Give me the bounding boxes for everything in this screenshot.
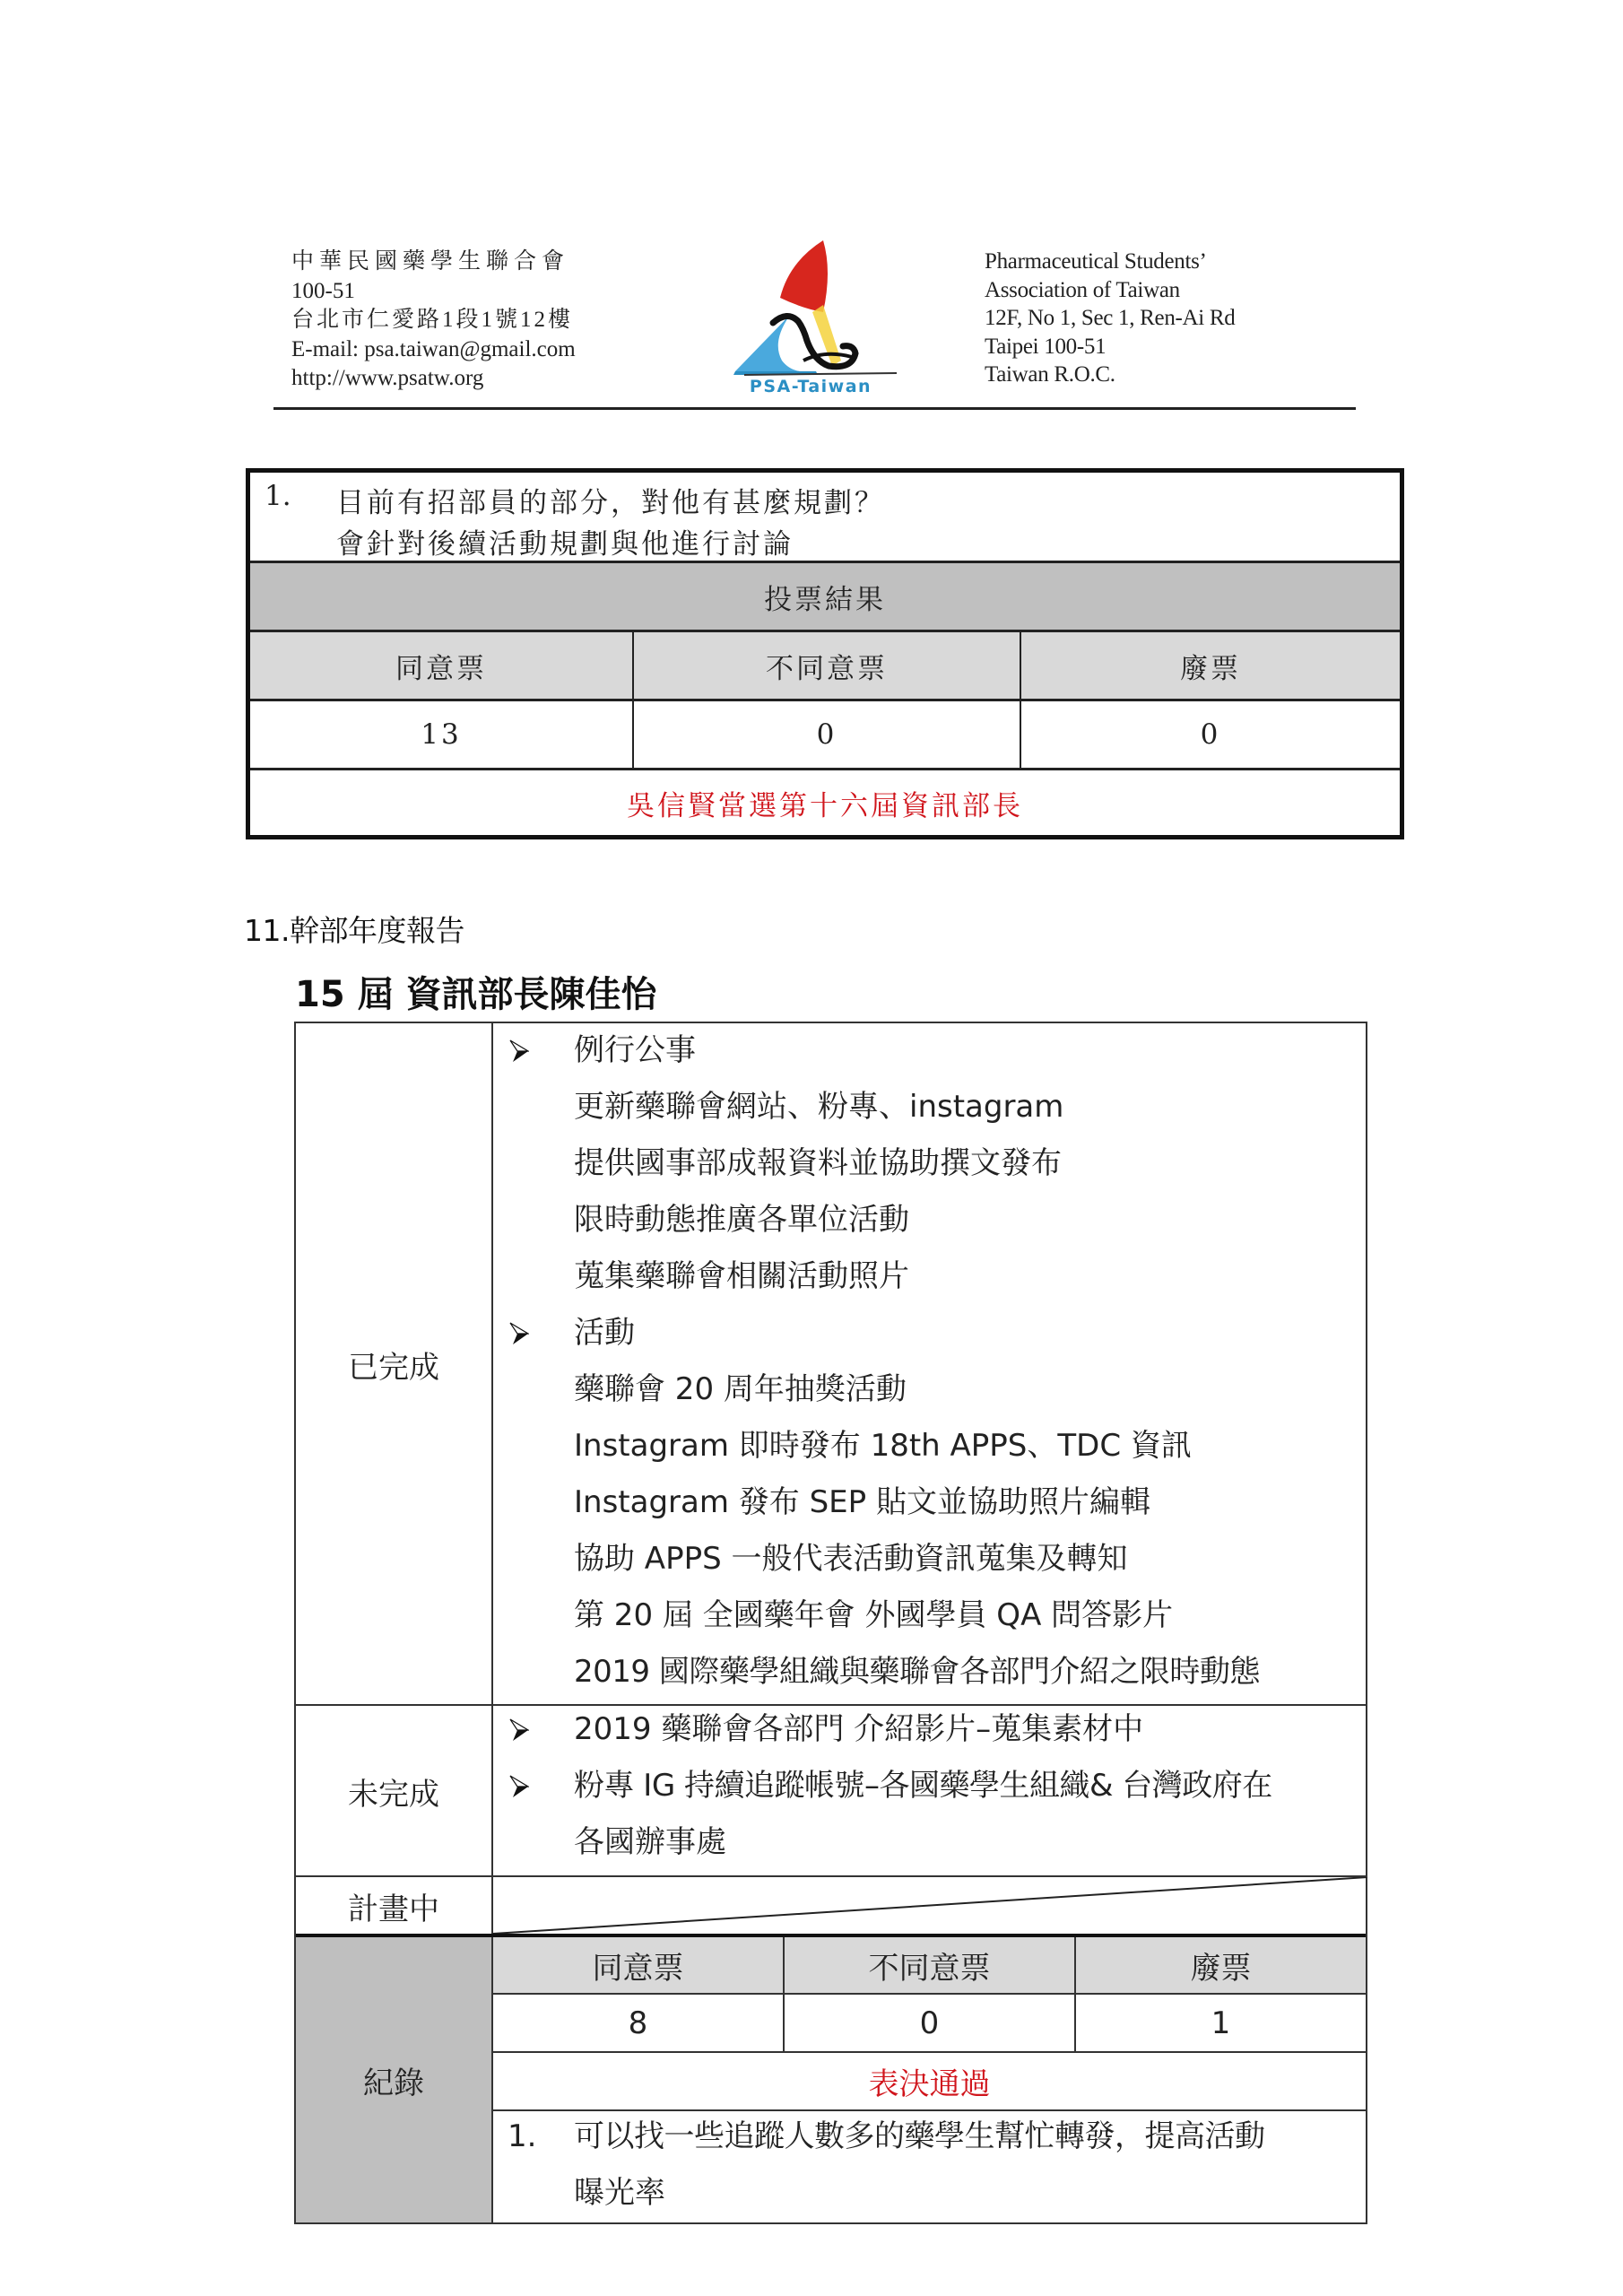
col-invalid: 廢票 [1180,652,1241,685]
record-result-row [493,2053,1366,2111]
report-table [294,1022,1367,2224]
col-disagree: 不同意票 [785,1937,1076,1993]
diagonal-slash [493,1877,1367,1935]
record-notes: 1. 可以找一些追蹤人數多的藥學生幫忙轉發，提高活動 曝光率 [508,2118,1265,2211]
value-disagree: 0 [785,1995,1076,2051]
vote-result: 表決通過 [868,2066,991,2102]
question-row [250,473,1400,563]
col-invalid: 廢票 [1190,1950,1252,1987]
col-disagree: 不同意票 [634,632,1021,699]
website: http://www.psatw.org [291,366,484,390]
value-agree: 8 [493,1995,785,2051]
city-en: Taipei 100-51 [985,334,1107,359]
org-name-en-2: Association of Taiwan [985,277,1180,302]
letterhead-divider [273,407,1356,410]
value-invalid: 0 [1200,718,1221,751]
logo-text: PSA-Taiwan [749,377,872,396]
report-subtitle: 15 屆 資訊部長陳佳怡 [295,974,657,1015]
address-zh: 台北市仁愛路1段1號12樓 [291,308,574,332]
letterhead-chinese-address [291,248,576,394]
election-result: 吳信賢當選第十六屆資訊部長 [627,789,1023,822]
email: E-mail: psa.taiwan@gmail.com [291,336,576,361]
logo-snake [773,316,855,366]
org-name-en-1: Pharmaceutical Students’ [985,249,1207,274]
country-en: Taiwan R.O.C. [985,362,1115,387]
record-vote-header [493,1937,1366,1995]
postal-code: 100-51 [291,278,355,303]
answer-text: 會針對後續活動規劃與他進行討論 [336,528,794,561]
incomplete-content: 2019 藥聯會各部門 介紹影片–蒐集素材中 粉專 IG 持續追蹤帳號–各國藥學生組織& 台灣政府在 各國辦事處 [493,1706,1366,1876]
address-en: 12F, No 1, Sec 1, Ren-Ai Rd [985,306,1236,330]
org-name-zh: 中華民國藥學生聯合會 [291,249,570,274]
vote-values-row [250,701,1400,770]
arrow-bullet-icon [509,1322,529,1345]
result-header: 投票結果 [250,563,1400,632]
question-number: 1. [265,480,291,512]
arrow-bullet-icon [509,1775,529,1798]
note-number: 1. [508,2118,537,2154]
completed-content: 例行公事 更新藥聯會網站、粉專、instagram 提供國事部成報資料並協助撰文發布 限時動態推廣各單位活動 蒐集藥聯會相關活動照片 活動 藥聯會 20 周年抽獎活動 Instagram 即時發布 18th APPS、TDC 資訊 Instagram 發布 SEP 貼文並協助照片編輯 協助 APPS 一般代表活動資訊蒐集及轉知 第 20 屆 全國藥年會 外國學員 QA 問答影片 2019 國際藥學組織與藥聯會各部門介紹之限時動態 [493,1023,1366,1705]
value-disagree: 0 [634,701,1021,768]
record-vote-values [493,1995,1366,2053]
label-planning: 計畫中 [296,1877,493,1935]
section-title: 11.幹部年度報告 [244,913,464,948]
label-incomplete: 未完成 [296,1706,493,1876]
label-completed: 已完成 [296,1023,493,1705]
vote-table-1 [246,468,1404,839]
letterhead-english-address [985,248,1235,389]
vote-columns-header [250,632,1400,701]
col-agree: 同意票 [493,1937,785,1993]
psa-taiwan-logo [717,235,906,401]
planning-empty-cell [493,1877,1366,1935]
question-text: 目前有招部員的部分，對他有甚麼規劃？ [336,487,885,519]
col-agree: 同意票 [250,632,634,699]
arrow-bullet-icon [509,1718,529,1742]
arrow-bullet-icon [509,1039,529,1063]
value-invalid: 1 [1211,2005,1231,2041]
label-record: 紀錄 [296,1937,493,2222]
logo-red-wedge [780,240,828,312]
value-agree: 13 [250,701,634,768]
